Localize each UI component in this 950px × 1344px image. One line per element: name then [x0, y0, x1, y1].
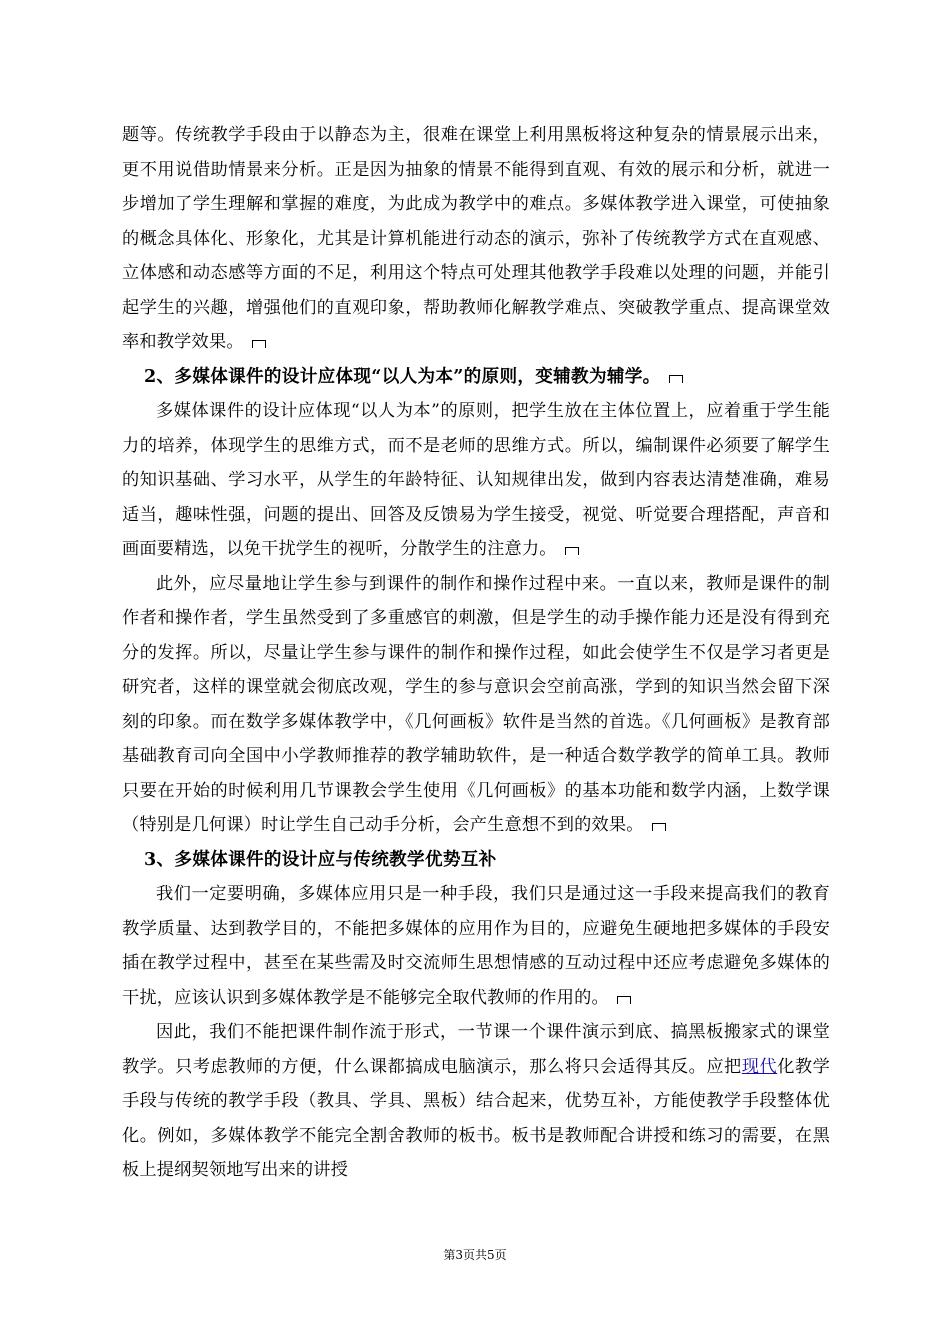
paragraph-4-text: 我们一定要明确，多媒体应用只是一种手段，我们只是通过这一手段来提高我们的教育教学质量、达到教学目的，不能把多媒体的应用作为目的，应避免生硬地把多媒体的手段安插在教学过程中，甚至在某些需及时交流师生思想情感的互动过程中还应考虑避免多媒体的干扰，应该认识到多媒体教学是不能够完全取代教师的作用的。	[122, 884, 830, 1008]
paragraph-5	[122, 1015, 830, 1188]
section-heading-2-text: 2、多媒体课件的设计应体现“以人为本”的原则，变辅教为辅学。	[144, 365, 661, 387]
paragraph-mark-icon	[652, 823, 666, 831]
page-footer	[0, 1247, 950, 1263]
paragraph-2-text: 多媒体课件的设计应体现“以人为本”的原则，把学生放在主体位置上，应着重于学生能力的培养，体现学生的思维方式，而不是老师的思维方式。所以，编制课件必须要了解学生的知识基础、学习水平，从学生的年龄特征、认知规律出发，做到内容表达清楚准确，难易适当，趣味性强，问题的提出、回答及反馈易为学生接受，视觉、听觉要合理搭配，声音和画面要精选，以免干扰学生的视听，分散学生的注意力。	[122, 401, 830, 559]
paragraph-1-text: 题等。传统教学手段由于以静态为主，很难在课堂上利用黑板将这种复杂的情景展示出来，更不用说借助情景来分析。正是因为抽象的情景不能得到直观、有效的展示和分析，就进一步增加了学生理解和掌握的难度，为此成为教学中的难点。多媒体教学进入课堂，可使抽象的概念具体化、形象化，尤其是计算机能进行动态的演示，弥补了传统教学方式在直观感、立体感和动态感等方面的不足，利用这个特点可处理其他教学手段难以处理的问题，并能引起学生的兴趣，增强他们的直观印象，帮助教师化解教学难点、突破教学重点、提高课堂效率和教学效果。	[122, 125, 830, 352]
paragraph-5-text-b: 化教学手段与传统的教学手段（教具、学具、黑板）结合起来，优势互补，方能使教学手段整体优化。例如，多媒体教学不能完全割舍教师的板书。板书是教师配合讲授和练习的需要，在黑板上提纲契领地写出来的讲授	[122, 1056, 830, 1180]
paragraph-1	[122, 118, 830, 360]
paragraph-2	[122, 394, 830, 567]
paragraph-mark-icon	[617, 996, 631, 1004]
paragraph-3-text: 此外，应尽量地让学生参与到课件的制作和操作过程中来。一直以来，教师是课件的制作者和操作者，学生虽然受到了多重感官的刺激，但是学生的动手操作能力还是没有得到充分的发挥。所以，尽量让学生参与课件的制作和操作过程，如此会使学生不仅是学习者更是研究者，这样的课堂就会彻底改观，学生的参与意识会空前高涨，学到的知识当然会留下深刻的印象。而在数学多媒体教学中，《几何画板》软件是当然的首选。《几何画板》是教育部基础教育司向全国中小学教师推荐的教学辅助软件，是一种适合数学教学的简单工具。教师只要在开始的时候利用几节课教会学生使用《几何画板》的基本功能和数学内涵，上数学课（特别是几何课）时让学生自己动手分析，会产生意想不到的效果。	[122, 573, 830, 835]
link-modern[interactable]: 现代	[741, 1056, 778, 1077]
section-heading-3	[122, 843, 830, 878]
paragraph-5-text-a: 因此，我们不能把课件制作流于形式，一节课一个课件演示到底、搞黑板搬家式的课堂教学。只考虑教师的方便，什么课都搞成电脑演示，那么将只会适得其反。应把	[122, 1022, 830, 1077]
paragraph-mark-icon	[252, 340, 266, 348]
paragraph-3	[122, 567, 830, 843]
paragraph-mark-icon	[565, 547, 579, 555]
document-body	[122, 118, 830, 1188]
paragraph-mark-icon	[669, 375, 683, 383]
section-heading-2	[122, 360, 830, 395]
page-number: 第3页共5页	[443, 1248, 507, 1262]
section-heading-3-text: 3、多媒体课件的设计应与传统教学优势互补	[144, 848, 497, 870]
paragraph-4	[122, 877, 830, 1015]
